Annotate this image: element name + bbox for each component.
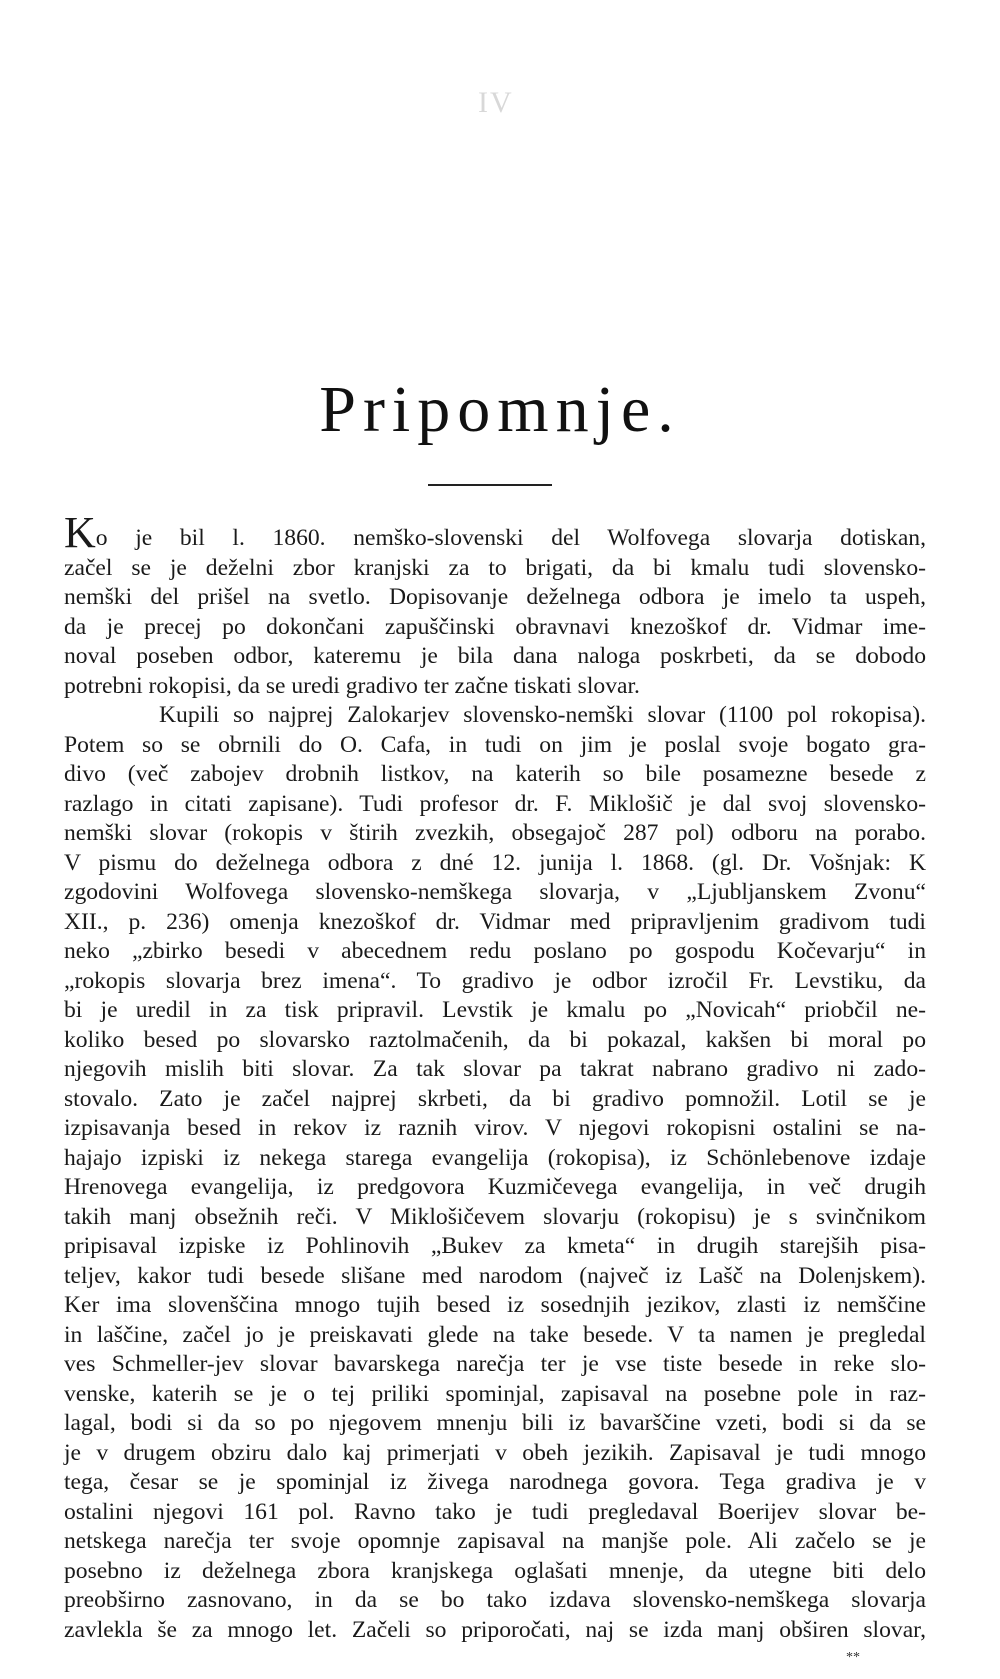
text-line: ves Schmeller-jev slovar bavarskega narečja ter je vse tiste besede in reke slo- — [64, 1351, 926, 1377]
text-line: ostalini njegovi 161 pol. Ravno tako je tudi pregledaval Boerijev slovar be- — [64, 1498, 926, 1525]
text-line: pripisaval izpiske iz Pohlinovih „Bukev za kmeta“ in drugih starejših pisa- — [64, 1233, 926, 1259]
text-line: izpisavanja besed in rekov iz raznih virov. V njegovi rokopisni ostalini se na- — [64, 1115, 926, 1141]
text-line: koliko besed po slovarsko raztolmačenih, da bi pokazal, kakšen bi moral po — [64, 1026, 926, 1053]
text-line: in laščine, začel jo je preiskavati glede na take besede. V ta namen je pregledal — [64, 1321, 926, 1348]
text-line: hajajo izpiski iz nekega starega evangelija (rokopisa), iz Schönlebenove izdaje — [64, 1144, 926, 1171]
text-line: tega, česar se je spominjal iz živega narodnega govora. Tega gradiva je v — [64, 1469, 926, 1495]
text-line-content: o je bil l. 1860. nemško-slovenski del Wolfovega slovarja dotiskan, — [95, 525, 926, 551]
body-text — [64, 508, 926, 1645]
text-line: razlago in citati zapisane). Tudi profesor dr. F. Miklošič je dal svoj slovensko- — [64, 790, 926, 817]
text-line: neko „zbirko besedi v abecednem redu poslano po gospodu Kočevarju“ in — [64, 938, 926, 964]
text-line: netskega narečja ter svoje opomnje zapisaval na manjše pole. Ali začelo se je — [64, 1528, 926, 1554]
text-line: da je precej po dokončani zapuščinski obravnavi knezoškof dr. Vidmar ime- — [64, 613, 926, 640]
text-line: nemški slovar (rokopis v štirih zvezkih, obsegajoč 287 pol) odboru na porabo. — [64, 820, 926, 846]
text-line: divo (več zabojev drobnih listkov, na katerih so bile posamezne besede z — [64, 761, 926, 787]
text-line: V pismu do deželnega odbora z dné 12. junija l. 1868. (gl. Dr. Vošnjak: K — [64, 849, 926, 876]
text-line: XII., p. 236) omenja knezoškof dr. Vidmar med pripravljenim gradivom tudi — [64, 908, 926, 935]
text-line: posebno iz deželnega zbora kranjskega oglašati mnenje, da utegne biti delo — [64, 1557, 926, 1584]
page-title: Pripomnje. — [319, 373, 681, 446]
text-line — [64, 508, 926, 557]
text-line: bi je uredil in za tisk pripravil. Levstik je kmalu po „Novicah“ priobčil ne- — [64, 997, 926, 1023]
text-line: potrebni rokopisi, da se uredi gradivo ter začne tiskati slovar. — [64, 672, 640, 699]
text-line: nemški del prišel na svetlo. Dopisovanje deželnega odbora je imelo ta uspeh, — [64, 584, 926, 610]
text-line: takih manj obsežnih reči. V Miklošičevem slovarju (rokopisu) je s svinčnikom — [64, 1203, 926, 1230]
signature-mark: ** — [846, 1650, 860, 1665]
drop-cap: K — [64, 508, 96, 557]
text-line: Kupili so najprej Zalokarjev slovensko-nemški slovar (1100 pol rokopisa). — [159, 702, 926, 728]
text-line: preobširno zasnovano, in da se bo tako izdava slovensko-nemškega slovarja — [64, 1587, 926, 1613]
page-number: IV — [478, 86, 514, 119]
text-line: zavlekla še za mnogo let. Začeli so priporočati, naj se izda manj obširen slovar, — [64, 1616, 926, 1643]
text-line: je v drugem obziru dalo kaj primerjati v obeh jezikih. Zapisaval je tudi mnogo — [64, 1439, 926, 1466]
text-line: njegovih mislih biti slovar. Za tak slovar pa takrat nabrano gradivo ni zado- — [64, 1056, 926, 1082]
text-line: zgodovini Wolfovega slovensko-nemškega slovarja, v „Ljubljanskem Zvonu“ — [64, 879, 926, 905]
text-line: „rokopis slovarja brez imena“. To gradivo je odbor izročil Fr. Levstiku, da — [64, 967, 926, 994]
text-line: Ker ima slovenščina mnogo tujih besed iz sosednjih jezikov, zlasti iz nemščine — [64, 1292, 926, 1318]
text-line: teljev, kakor tudi besede slišane med narodom (največ iz Lašč na Dolenjskem). — [64, 1262, 926, 1289]
text-line: venske, katerih se je o tej priliki spominjal, zapisaval na posebne pole in raz- — [64, 1380, 926, 1407]
text-line: noval poseben odbor, kateremu je bila dana naloga poskrbeti, da se dobodo — [64, 643, 926, 669]
text-line: stovalo. Zato je začel najprej skrbeti, da bi gradivo pomnožil. Lotil se je — [64, 1085, 926, 1112]
text-line: začel se je deželni zbor kranjski za to brigati, da bi kmalu tudi slovensko- — [64, 554, 926, 581]
text-line: lagal, bodi si da so po njegovem mnenju bili iz bavarščine vzeti, bodi si da se — [64, 1410, 926, 1436]
title-divider — [428, 484, 552, 486]
text-line: Hrenovega evangelija, iz predgovora Kuzmičevega evangelija, in več drugih — [64, 1174, 926, 1200]
text-line: Potem so se obrnili do O. Cafa, in tudi on jim je poslal svoje bogato gra- — [64, 731, 926, 758]
